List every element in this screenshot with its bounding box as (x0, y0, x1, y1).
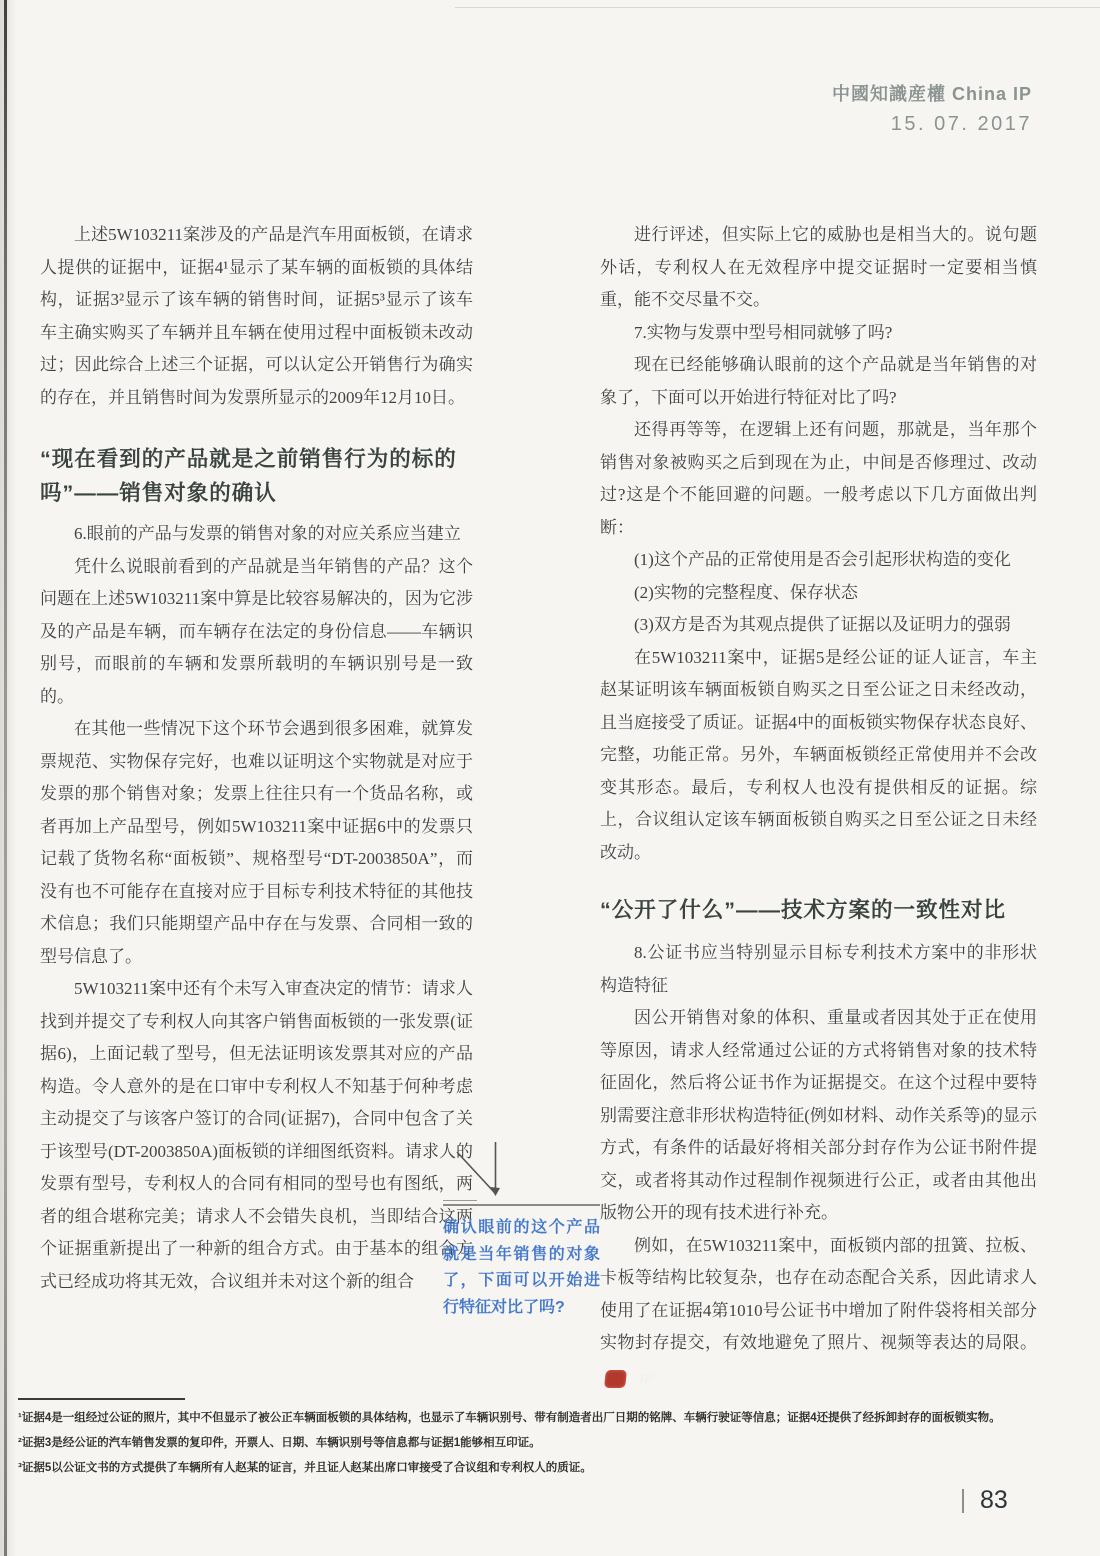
paragraph: 还得再等等，在逻辑上还有问题，那就是，当年那个销售对象被购买之后到现在为止，中间是否修理过、改动过?这是个不能回避的问题。一般考虑以下几方面做出判断： (600, 420, 1037, 537)
footnote: ³证据5以公证文书的方式提供了车辆所有人赵某的证言，并且证人赵某出席口审接受了合议组和专利权人的质证。 (18, 1462, 592, 1474)
paragraph-with-endmark (600, 1230, 1037, 1393)
footnote: ¹证据4是一组经过公证的照片，其中不但显示了被公正车辆面板锁的具体结构，也显示了车辆识别号、带有制造者出厂日期的铭牌、车辆行驶证等信息；证据4还提供了经拆卸封存的面板锁实物。 (18, 1412, 1001, 1424)
page-number (962, 1486, 1008, 1515)
paragraph: 7.实物与发票中型号相同就够了吗? (634, 322, 893, 342)
column-left (40, 219, 473, 1298)
magazine-title: 中國知識産權 China IP (831, 84, 1032, 104)
issue-date: 15. 07. 2017 (890, 113, 1032, 135)
paragraph: 在其他一些情况下这个环节会遇到很多困难，就算发票规范、实物保存完好，也难以证明这个实物就是对应于发票的那个销售对象；发票上往往只有一个货品名称，或者再加上产品型号，例如5W103211案中证据6中的发票只记载了货物名称“面板锁”、规格型号“DT-2003850A”，而没有也不可能存在直接对应于目标专利技术特征的其他技术信息；我们只能期望产品中存在与发票、合同相一致的型号信息了。 (40, 719, 473, 966)
footnotes (18, 1406, 1090, 1481)
paragraph: 现在已经能够确认眼前的这个产品就是当年销售的对象了，下面可以开始进行特征对比了吗? (600, 355, 1037, 407)
pull-quote (443, 1140, 600, 1321)
scan-top-hairline (455, 7, 1100, 8)
page-number-value: 83 (980, 1486, 1008, 1514)
pullquote-rule (443, 1204, 600, 1206)
pullquote-text: 确认眼前的这个产品就是当年销售的对象了，下面可以开始进行特征对比了吗? (443, 1219, 600, 1316)
scan-edge-line (4, 0, 7, 1556)
footnote: ²证据3是经公证的汽车销售发票的复印件，开票人、日期、车辆识别号等信息都与证据1能够相互印证。 (18, 1437, 541, 1449)
column-right (600, 219, 1037, 1392)
list-item: (2)实物的完整程度、保存状态 (634, 582, 858, 602)
arrow-down-right-icon (443, 1140, 600, 1200)
page-number-divider (962, 1489, 964, 1513)
paragraph: 上述5W103211案涉及的产品是汽车用面板锁，在请求人提供的证据中，证据4¹显示了某车辆的面板锁的具体结构，证据3²显示了该车辆的销售时间，证据5³显示了该车车主确实购买了车辆并且车辆在使用过程中面板锁未改动过；因此综合上述三个证据，可以认定公开销售行为确实的存在，并且销售时间为发票所显示的2009年12月10日。 (40, 225, 473, 407)
paragraph: 凭什么说眼前看到的产品就是当年销售的产品？这个问题在上述5W103211案中算是比较容易解决的，因为它涉及的产品是车辆，而车辆存在法定的身份信息——车辆识别号，而眼前的车辆和发票所载明的车辆识别号是一致的。 (40, 556, 473, 706)
pullquote-rule-short (443, 1200, 477, 1201)
scan-shadow-left (0, 0, 16, 1556)
list-item: (1)这个产品的正常使用是否会引起形状构造的变化 (634, 550, 1011, 569)
section-heading-disclosure: “公开了什么”——技术方案的一致性对比 (600, 898, 1007, 922)
section-heading-sale-object: “现在看到的产品就是之前销售行为的标的吗”——销售对象的确认 (40, 447, 457, 505)
paragraph: 5W103211案中还有个未写入审查决定的情节：请求人找到并提交了专利权人向其客户销售面板锁的一张发票(证据6)，上面记载了型号，但无法证明该发票其对应的产品构造。令人意外的是在口审中专利权人不知基于何种考虑主动提交了与该客户签订的合同(证据7)，合同中包含了关于该型号(DT-2003850A)面板锁的详细图纸资料。请求人的发票有型号，专利权人的合同有相同的型号也有图纸，两者的组合堪称完美；请求人不会错失良机，当即结合这两个证据重新提出了一种新的组合方式。由于基本的组合方式已经成功将其无效，合议组并未对这个新的组合 (40, 979, 473, 1291)
footnote-divider (18, 1398, 185, 1400)
paragraph: 在5W103211案中，证据5是经公证的证人证言，车主赵某证明该车辆面板锁自购买之日至公证之日未经改动，且当庭接受了质证。证据4中的面板锁实物保存状态良好、完整，功能正常。另外，车辆面板锁经正常使用并不会改变其形态。最后，专利权人也没有提供相反的证据。综上，合议组认定该车辆面板锁自购买之日至公证之日未经改动。 (600, 647, 1037, 862)
list-item: (3)双方是否为其观点提供了证据以及证明力的强弱 (634, 615, 1011, 634)
paragraph: 例如，在5W103211案中，面板锁内部的扭簧、拉板、卡板等结构比较复杂，也存在动态配合关系，因此请求人使用了在证据4第1010号公证书中增加了附件袋将相关部分实物封存提交，有效地避免了照片、视频等表达的局限。 (600, 1235, 1037, 1352)
china-ip-end-mark-icon: IP (604, 1370, 627, 1388)
paragraph: 因公开销售对象的体积、重量或者因其处于正在使用等原因，请求人经常通过公证的方式将销售对象的技术特征固化，然后将公证书作为证据提交。在这个过程中要特别需要注意非形状构造特征(例如材料、动作关系等)的显示方式，有条件的话最好将相关部分封存作为公证书附件提交，或者将其动作过程制作视频进行公正，或者由其他出版物公开的现有技术进行补充。 (600, 1008, 1037, 1222)
paragraph: 6.眼前的产品与发票的销售对象的对应关系应当建立 (74, 524, 461, 543)
paragraph: 进行评述，但实际上它的威胁也是相当大的。说句题外话，专利权人在无效程序中提交证据时一定要相当慎重，能不交尽量不交。 (600, 225, 1037, 309)
paragraph: 8.公证书应当特别显示目标专利技术方案中的非形状构造特征 (600, 943, 1037, 995)
page-header (832, 80, 1032, 136)
